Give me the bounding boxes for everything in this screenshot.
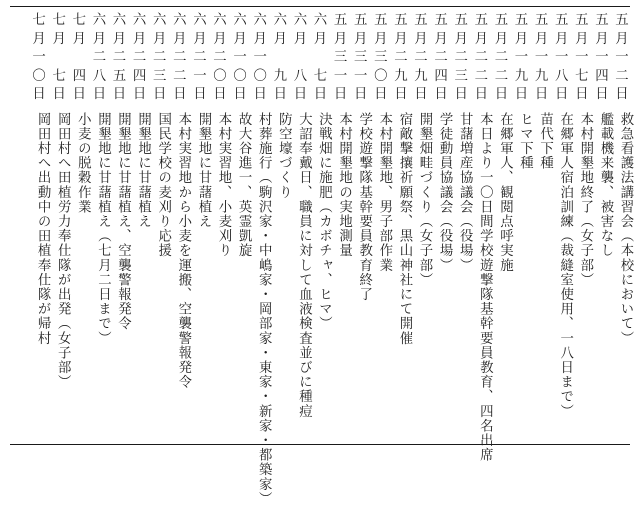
entry-text: 防空壕づくり (276, 112, 292, 200)
chronology-entry (290, 14, 310, 440)
entry-text: 宿敵撃攘祈願祭、黒山神社にて開催 (396, 112, 412, 346)
entry-date: 六 月 二 三 日 (152, 13, 167, 102)
entry-date: 五 月 一 九 日 (534, 13, 549, 102)
entry-text: 学徒動員協議会（役場） (437, 112, 453, 273)
chronology-entry (110, 14, 130, 440)
entry-text: 大詔奉戴日、職員に対して血液検査並びに種痘 (296, 112, 312, 419)
entry-text: 岡田村へ出動中の田植奉仕隊が帰村 (35, 112, 51, 346)
entry-text: 故大谷進一、英霊凱旋 (236, 112, 252, 258)
entry-date: 六 月 二 八 日 (92, 13, 107, 102)
entry-date: 五 月 三 一 日 (333, 13, 348, 102)
entry-date: 五 月 二 九 日 (394, 13, 408, 102)
entry-text: 開墾地に甘藷植え (135, 112, 151, 229)
entry-date: 五 月 一 二 日 (615, 13, 629, 102)
top-rule (10, 6, 630, 7)
entry-text: 開墾地に甘藷植え（七月二日まで） (95, 112, 111, 346)
chronology-entry (170, 14, 190, 440)
chronology-entry (471, 13, 493, 463)
entry-text: 小麦の脱穀作業 (75, 112, 91, 215)
entry-text: 本村開墾地終了（女子部） (577, 112, 593, 288)
chronology-entry (150, 14, 170, 440)
entry-date: 六 月 七 日 (313, 13, 328, 102)
chronology-entry (210, 14, 230, 440)
entry-date: 六 月 九 日 (273, 13, 287, 102)
entry-text: 本村実習地、小麦刈り (216, 112, 231, 258)
entry-date: 六 月 二 一 日 (193, 13, 207, 102)
chronology-entry (351, 14, 371, 440)
chronology-entry (532, 14, 552, 440)
entry-date: 六 月 八 日 (293, 13, 308, 102)
entry-date: 六 月 一 〇 日 (253, 13, 267, 102)
entry-date: 五 月 二 二 日 (474, 13, 488, 102)
entry-text: 苗代下種 (537, 112, 553, 171)
entry-text: 開墾地に甘藷植え (195, 112, 211, 229)
entry-date: 五 月 二 二 日 (494, 13, 509, 102)
entry-date: 五 月 一 四 日 (595, 13, 609, 102)
chronology-entry (250, 13, 272, 506)
chronology-entry (331, 14, 351, 440)
entry-text: 村葬施行（駒沢家・中嶋家・岡部家・東家・新家・都築家） (256, 112, 272, 506)
chronology-entry (572, 14, 592, 440)
entry-text: ヒマ下種 (517, 112, 533, 171)
entry-date: 六 月 二 二 日 (173, 13, 187, 102)
entry-date: 六 月 二 五 日 (112, 13, 127, 102)
chronology-entry (512, 14, 532, 440)
entry-date: 五 月 一 八 日 (554, 13, 569, 102)
chronology-entry (230, 14, 250, 440)
chronology-entry (612, 14, 632, 440)
entry-text: 開墾地に甘藷植え、空襲警報発令 (115, 112, 131, 331)
entry-date: 五 月 二 四 日 (434, 13, 448, 102)
entry-text: 岡田村へ田植労力奉仕隊が出発（女子部） (55, 112, 71, 390)
entry-text: 学校遊撃隊基幹要員教育終了 (356, 112, 372, 302)
entry-date: 六 月 二 〇 日 (213, 13, 227, 102)
chronology-entry (552, 14, 572, 440)
entry-text: 本日より一〇日間学校遊撃隊基幹要員教育、四名出席 (477, 112, 493, 463)
chronology-entry (491, 14, 511, 440)
entry-text: 国民学校の麦刈り応援 (155, 112, 171, 258)
chronology-entry (270, 14, 290, 440)
entry-text: 決戦畑に施肥（カボチャ、ヒマ） (316, 112, 332, 331)
chronology-entry (451, 14, 471, 440)
entry-date: 七 月 一 〇 日 (32, 13, 46, 102)
entry-text: 甘藷増産協議会（役場） (457, 112, 473, 273)
entry-date: 六 月 二 四 日 (132, 13, 147, 102)
bottom-rule (10, 444, 630, 445)
entry-date: 五 月 二 三 日 (454, 13, 468, 102)
chronology-entry (371, 14, 391, 440)
entry-text: 在郷軍人、観閲点呼実施 (497, 112, 513, 273)
entry-date: 五 月 一 九 日 (514, 13, 529, 102)
chronology-entry (592, 14, 612, 440)
entry-date: 五 月 三 一 日 (353, 13, 368, 102)
chronology-entry (431, 14, 451, 440)
chronology-entry (311, 14, 331, 440)
entry-text: 開墾畑畦づくり（女子部） (417, 112, 432, 288)
chronology-entry (69, 14, 89, 440)
entry-text: 本村開墾地の実地測量 (336, 112, 352, 258)
entry-text: 本村開墾地、男子部作業 (376, 112, 392, 273)
entry-text: 救急看護法講習会（本校において） (618, 112, 633, 346)
chronology-entry (130, 14, 150, 440)
entry-date: 五 月 二 九 日 (414, 13, 428, 102)
entry-date: 七 月 七 日 (52, 13, 66, 102)
chronology-entry (49, 14, 69, 440)
chronology-entry (190, 14, 210, 440)
entry-text: 艦載機来襲、被害なし (597, 112, 613, 258)
entry-date: 五 月 一 七 日 (575, 13, 589, 102)
entry-text: 本村実習地から小麦を運搬、空襲警報発令 (175, 112, 191, 390)
entry-text: 在郷軍人宿泊訓練（裁縫室使用、一八日まで） (557, 112, 573, 419)
entry-date: 五 月 三 〇 日 (374, 13, 388, 102)
entry-date: 六 月 一 〇 日 (233, 13, 247, 102)
chronology-entry (89, 14, 109, 440)
chronology-entry (411, 14, 431, 440)
chronology-entry (391, 14, 411, 440)
chronology-entry (29, 14, 49, 440)
entry-date: 七 月 四 日 (72, 13, 86, 102)
